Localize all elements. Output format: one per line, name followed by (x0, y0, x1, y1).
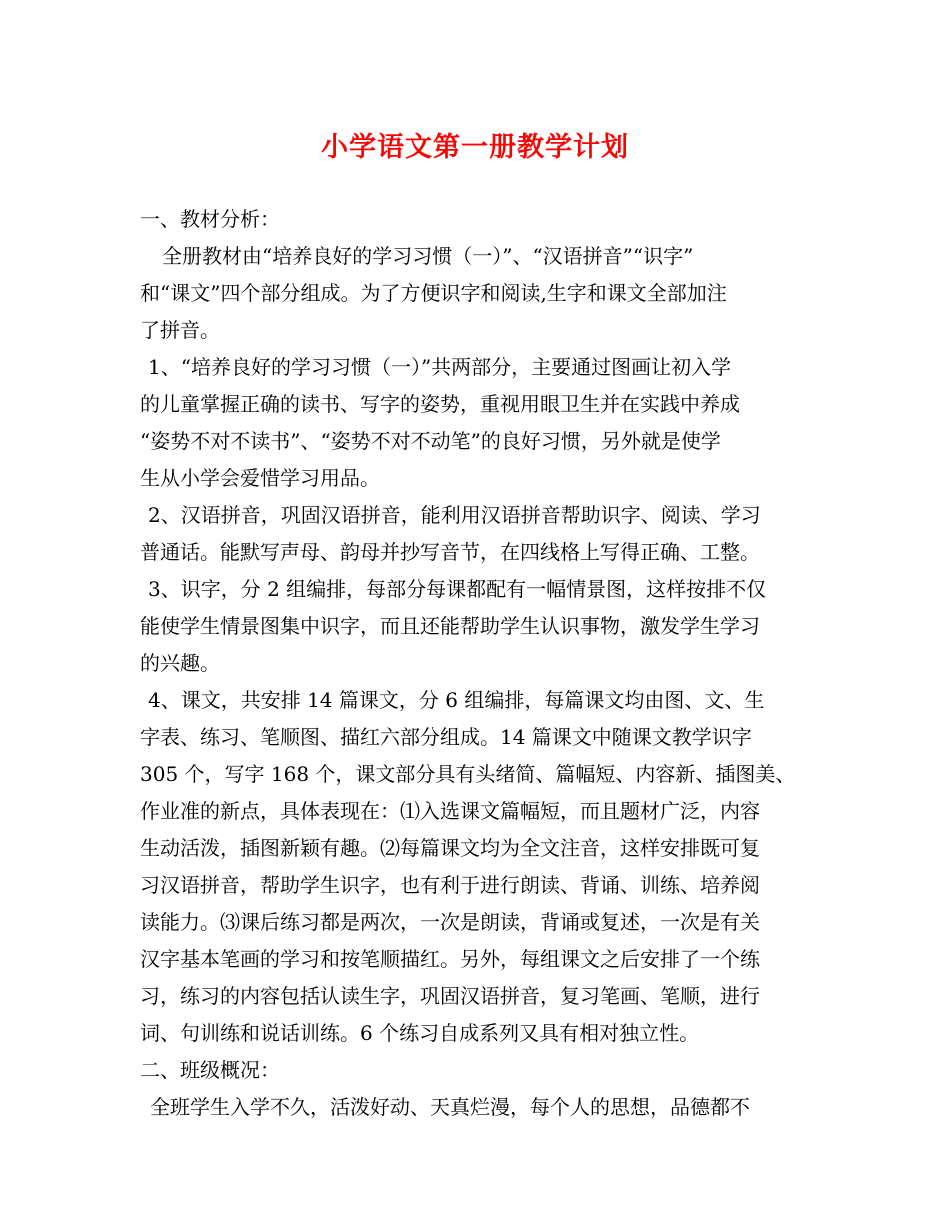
paragraph-line: 汉字基本笔画的学习和按笔顺描红。另外，每组课文之后安排了一个练 (140, 947, 760, 971)
section-heading-textbook-analysis: 一、教材分析： (140, 207, 280, 231)
paragraph-line: 习汉语拼音，帮助学生识字，也有利于进行朗读、背诵、训练、培养阅 (140, 873, 760, 897)
paragraph-line: 字表、练习、笔顺图、描红六部分组成。14 篇课文中随课文教学识字 (140, 725, 752, 749)
paragraph-line: 读能力。⑶课后练习都是两次，一次是朗读，背诵或复述，一次是有关 (140, 910, 760, 934)
paragraph-line: 和“课文”四个部分组成。为了方便识字和阅读,生字和课文全部加注 (140, 281, 727, 305)
paragraph-line: “姿势不对不读书”、“姿势不对不动笔”的良好习惯，另外就是使学 (140, 429, 721, 453)
paragraph-line: 了拼音。 (140, 318, 220, 342)
document-body (140, 201, 830, 1126)
paragraph-line: 3、识字，分 2 组编排，每部分每课都配有一幅情景图，这样按排不仅 (148, 577, 767, 601)
paragraph-line: 能使学生情景图集中识字，而且还能帮助学生认识事物，激发学生学习 (140, 614, 760, 638)
paragraph-line: 全班学生入学不久，活泼好动、天真烂漫，每个人的思想，品德都不 (150, 1095, 750, 1119)
paragraph-line: 4、课文，共安排 14 篇课文，分 6 组编排，每篇课文均由图、文、生 (148, 688, 765, 712)
paragraph-line: 词、句训练和说话训练。6 个练习自成系列又具有相对独立性。 (140, 1021, 700, 1045)
paragraph-line: 普通话。能默写声母、韵母并抄写音节，在四线格上写得正确、工整。 (140, 540, 760, 564)
paragraph-line: 2、汉语拼音，巩固汉语拼音，能利用汉语拼音帮助识字、阅读、学习 (148, 503, 761, 527)
paragraph-line: 的儿童掌握正确的读书、写字的姿势，重视用眼卫生并在实践中养成 (140, 392, 740, 416)
paragraph-line: 生从小学会爱惜学习用品。 (140, 466, 380, 490)
document-title: 小学语文第一册教学计划 (321, 132, 629, 163)
paragraph-line: 的兴趣。 (140, 651, 220, 675)
paragraph-line: 习，练习的内容包括认读生字，巩固汉语拼音，复习笔画、笔顺，进行 (140, 984, 760, 1008)
paragraph-line: 全册教材由“培养良好的学习习惯（一）”、“汉语拼音”“识字” (162, 244, 694, 268)
paragraph-line: 作业准的新点，具体表现在：⑴入选课文篇幅短，而且题材广泛，内容 (140, 799, 760, 823)
section-heading-class-overview: 二、班级概况： (140, 1058, 280, 1082)
paragraph-line: 生动活泼，插图新颖有趣。⑵每篇课文均为全文注音，这样安排既可复 (140, 836, 760, 860)
paragraph-line: 305 个，写字 168 个，课文部分具有头绪简、篇幅短、内容新、插图美、 (140, 762, 796, 786)
paragraph-line: 1、“培养良好的学习习惯（一）”共两部分，主要通过图画让初入学 (148, 355, 732, 379)
